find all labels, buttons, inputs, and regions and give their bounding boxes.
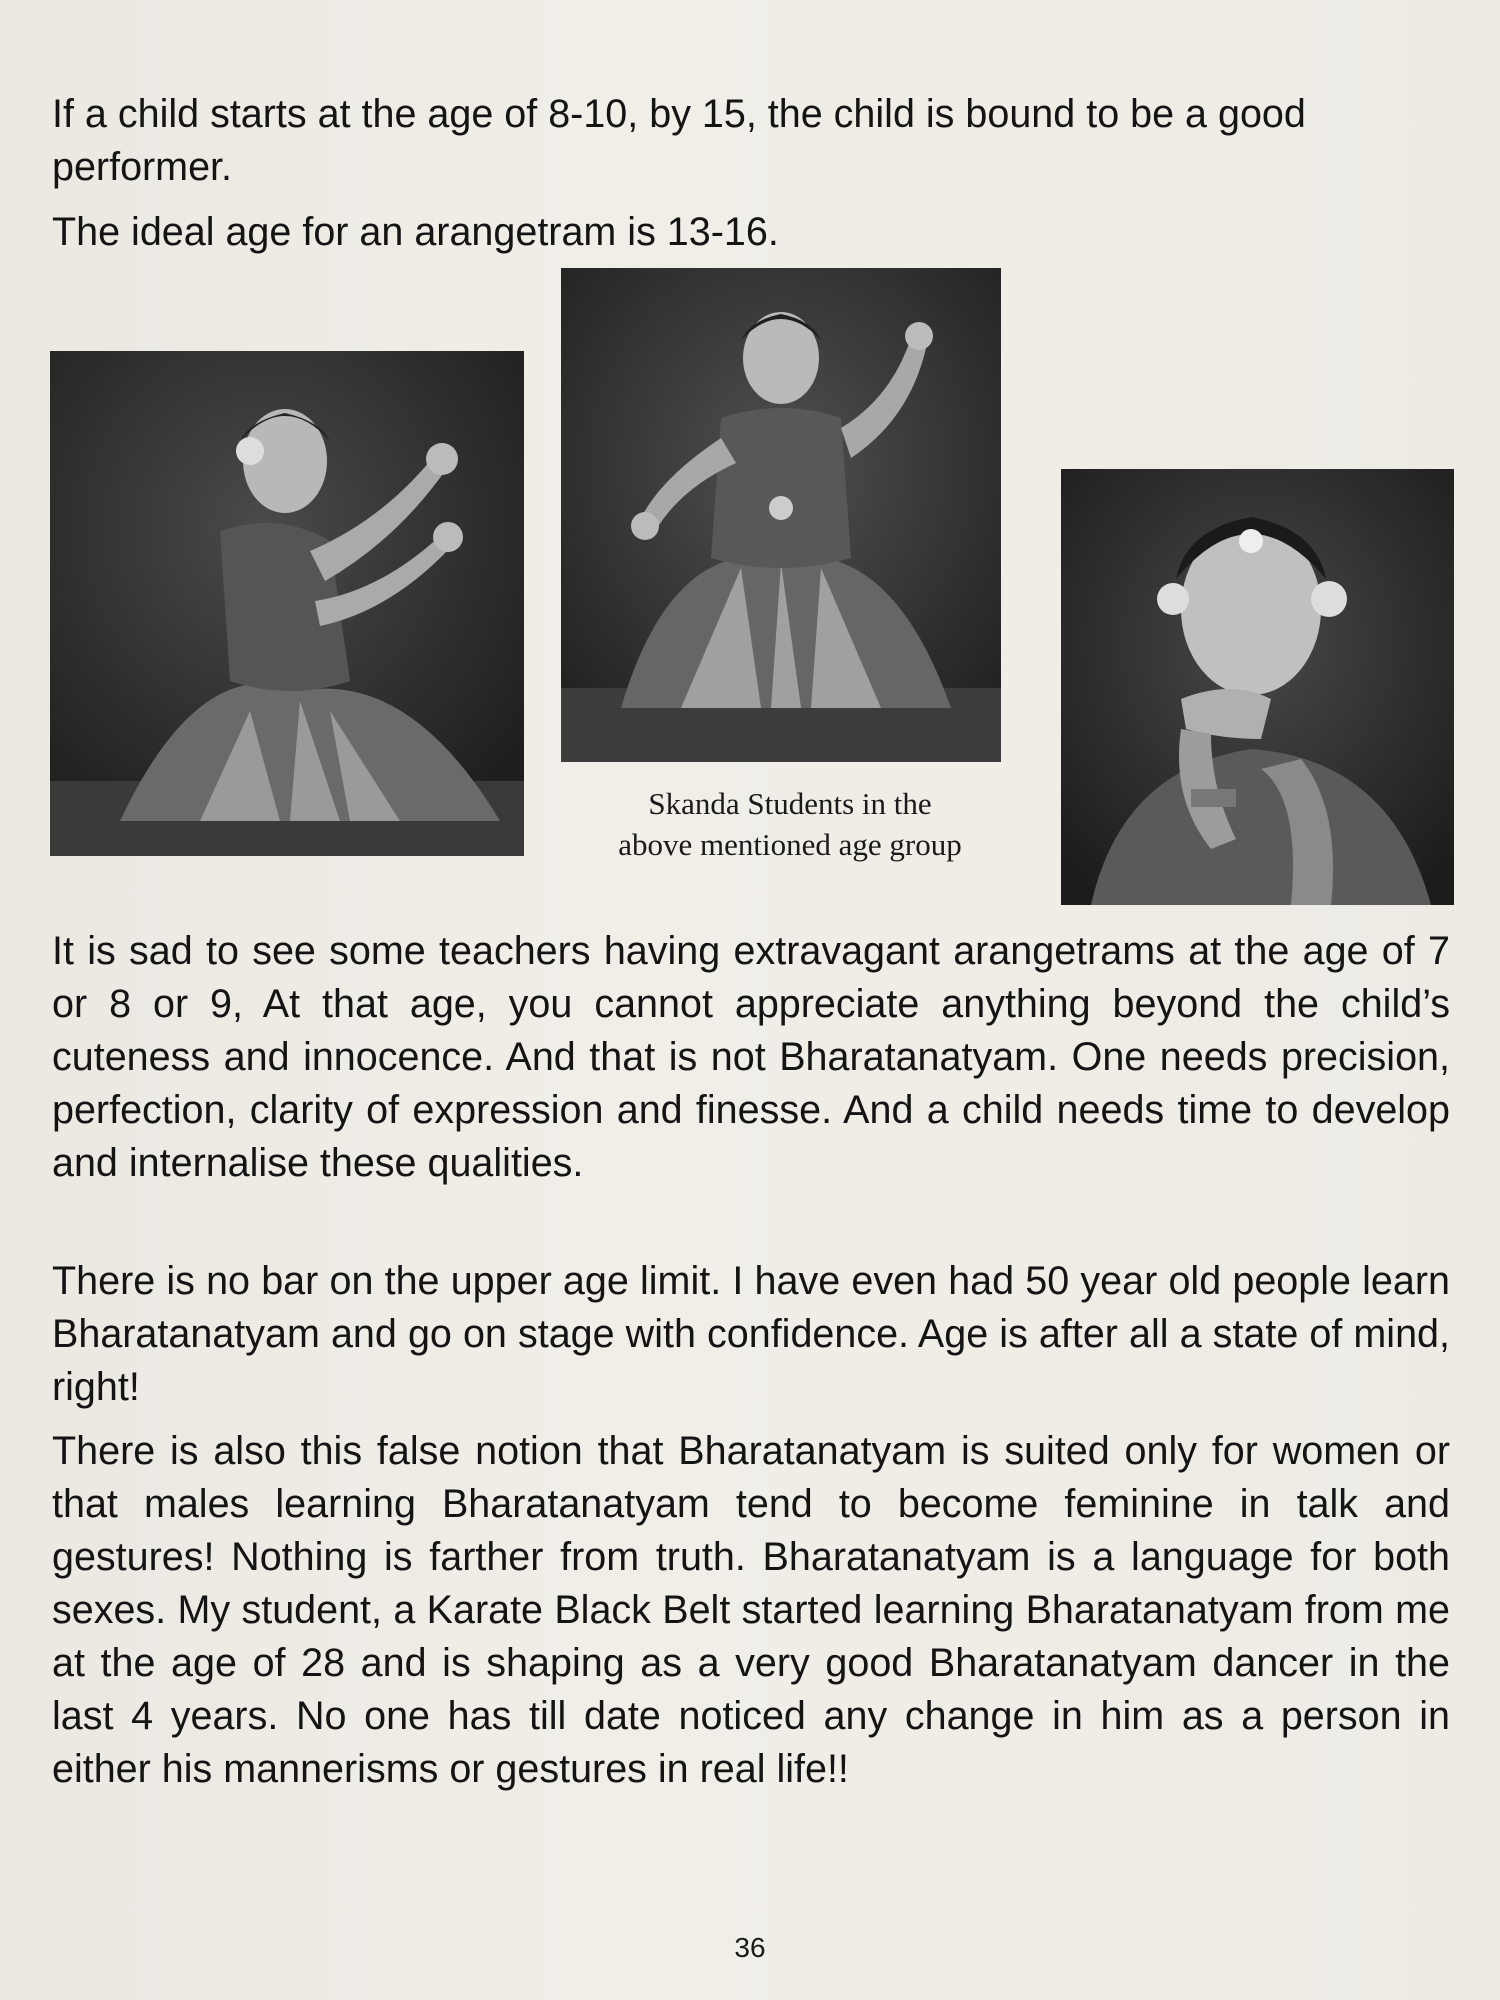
caption-line-2: above mentioned age group xyxy=(618,827,962,862)
photo-dancer-aramandi-pose xyxy=(561,268,1001,762)
photo-dancer-seated-gesture xyxy=(50,351,524,856)
photo-caption xyxy=(540,783,1040,865)
page-number: 36 xyxy=(734,1932,766,1963)
intro-paragraph-ideal-age: The ideal age for an arangetram is 13-16. xyxy=(52,210,779,254)
paragraph-upper-age-limit: There is no bar on the upper age limit. I have even had 50 year old people learn Bharatanatyam and go on stage with confidence. Age is after all a state of mind, right! xyxy=(52,1259,1450,1409)
photo-dancer-portrait xyxy=(1061,469,1454,905)
caption-line-1: Skanda Students in the xyxy=(648,786,932,821)
intro-paragraph-age-start: If a child starts at the age of 8-10, by 15, the child is bound to be a good performer. xyxy=(52,92,1306,189)
paragraph-extravagant-arangetrams: It is sad to see some teachers having extravagant arangetrams at the age of 7 or 8 or 9, At that age, you cannot appreciate anything beyond the child’s cuteness and innocence. And that is not Bharatanatyam. One needs precision, perfection, clarity of expression and finesse. And a child needs time to develop and internalise these qualities. xyxy=(52,929,1450,1185)
paragraph-males-learning: There is also this false notion that Bharatanatyam is suited only for women or that males learning Bharatanatyam tend to become feminine in talk and gestures! Nothing is farther from truth. Bharatanatyam is a language for both sexes. My student, a Karate Black Belt started learning Bharatanatyam from me at the age of 28 and is shaping as a very good Bharatanatyam dancer in the last 4 years. No one has till date noticed any change in him as a person in either his mannerisms or gestures in real life!! xyxy=(52,1429,1450,1791)
